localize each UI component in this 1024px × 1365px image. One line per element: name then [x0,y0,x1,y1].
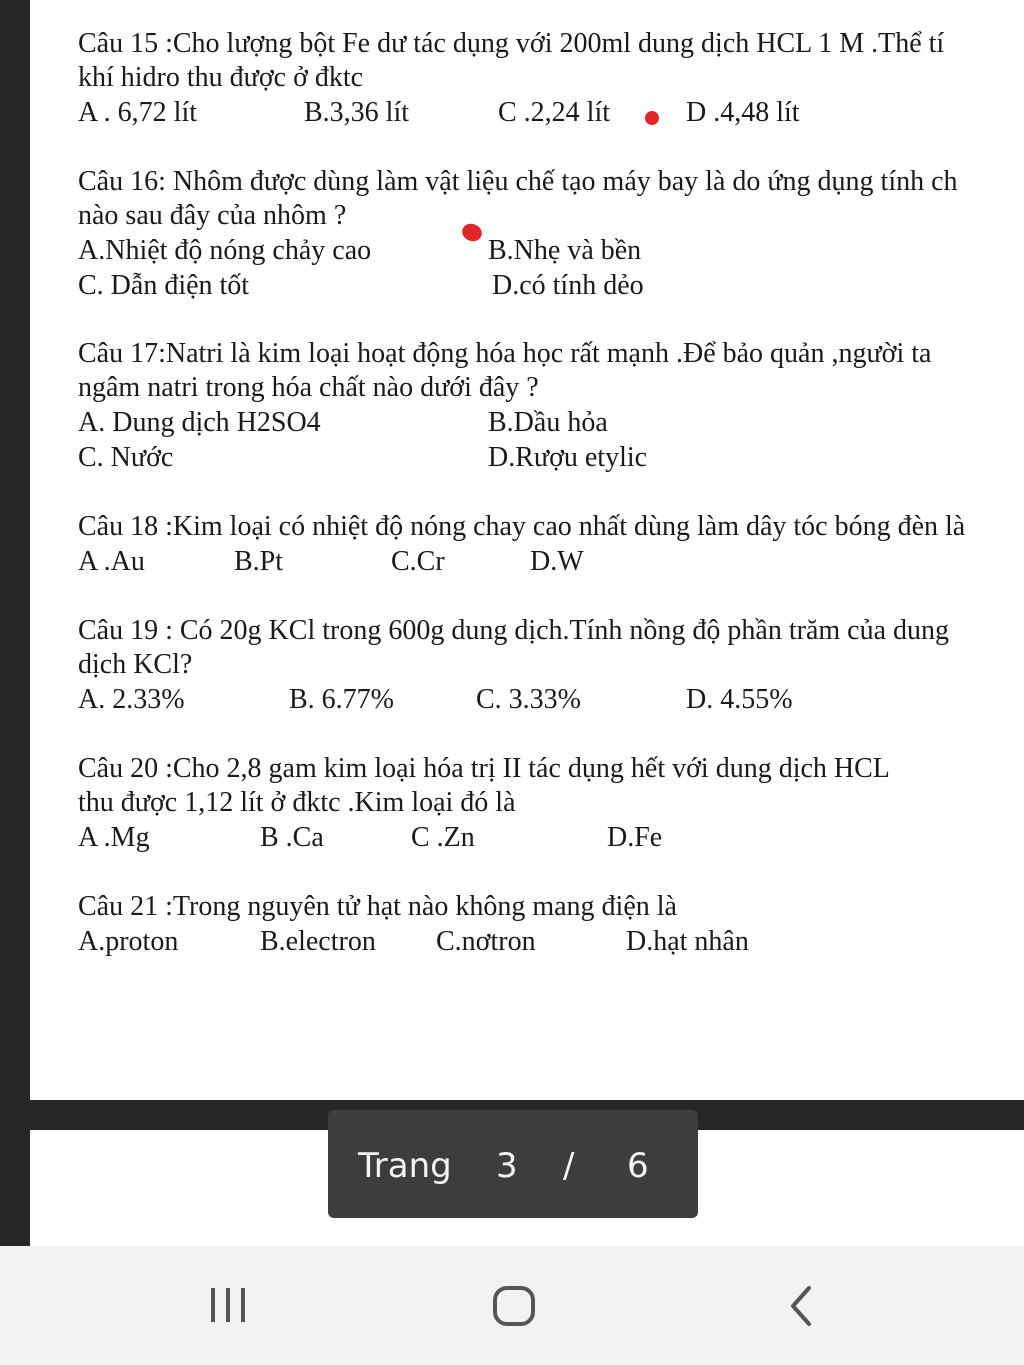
q15-option-b: B.3,36 lít [304,97,410,128]
question-19-line-2: dịch KCl? [78,649,193,680]
q15-option-c: C .2,24 lít [498,97,611,128]
document-page [30,0,1024,1100]
answer-marker-icon [460,221,485,244]
home-button[interactable] [484,1282,544,1330]
current-page-number: 3 [496,1146,518,1186]
total-pages-number: 6 [627,1146,649,1186]
q21-option-c: C.nơtron [436,926,536,957]
q15-option-d: D .4,48 lít [686,97,800,128]
q19-option-c: C. 3.33% [476,684,581,715]
q17-option-d: D.Rượu etylic [488,442,648,473]
question-16-line-2: nào sau đây của nhôm ? [78,200,347,231]
recent-apps-icon [196,1284,260,1328]
q16-option-a: A.Nhiệt độ nóng chảy cao [78,235,372,266]
q19-option-b: B. 6.77% [289,684,394,715]
page-separator: / [563,1146,575,1186]
answer-marker-icon [645,111,659,125]
q20-option-b: B .Ca [260,822,324,853]
q15-option-a: A . 6,72 lít [78,97,198,128]
system-navigation-bar [0,1246,1024,1365]
page-indicator-label: Trang [358,1146,452,1186]
question-17-line-2: ngâm natri trong hóa chất nào dưới đây ? [78,372,539,403]
back-button[interactable] [776,1282,826,1330]
q18-option-c: C.Cr [391,546,445,577]
q20-option-a: A .Mg [78,822,150,853]
q16-option-b: B.Nhẹ và bền [488,235,642,266]
q16-option-c: C. Dẫn điện tốt [78,270,250,301]
question-18-line-1: Câu 18 :Kim loại có nhiệt độ nóng chay cao nhất dùng làm dây tóc bóng đèn là [78,511,966,542]
q17-option-b: B.Dầu hỏa [488,407,608,438]
question-15-line-1: Câu 15 :Cho lượng bột Fe dư tác dụng với 200ml dung dịch HCL 1 M .Thể tí [78,28,945,59]
q19-option-d: D. 4.55% [686,684,793,715]
q21-option-b: B.electron [260,926,376,957]
question-21-line-1: Câu 21 :Trong nguyên tử hạt nào không mang điện là [78,891,677,922]
back-icon [776,1282,826,1330]
page-indicator [328,1110,698,1218]
recent-apps-button[interactable] [196,1284,260,1328]
q17-option-a: A. Dung dịch H2SO4 [78,407,321,438]
home-icon [484,1282,544,1330]
question-15-line-2: khí hidro thu được ở đktc [78,62,364,93]
question-20-line-1: Câu 20 :Cho 2,8 gam kim loại hóa trị II tác dụng hết với dung dịch HCL [78,753,890,784]
question-19-line-1: Câu 19 : Có 20g KCl trong 600g dung dịch.Tính nồng độ phần trăm của dung [78,615,950,646]
q16-option-d: D.có tính dẻo [492,270,644,301]
q17-option-c: C. Nước [78,442,174,473]
question-20-line-2: thu được 1,12 lít ở đktc .Kim loại đó là [78,787,516,818]
q21-option-d: D.hạt nhân [626,926,749,957]
q18-option-b: B.Pt [234,546,284,577]
q20-option-c: C .Zn [411,822,475,853]
question-16-line-1: Câu 16: Nhôm được dùng làm vật liệu chế tạo máy bay là do ứng dụng tính ch [78,166,958,197]
q20-option-d: D.Fe [607,822,663,853]
q19-option-a: A. 2.33% [78,684,185,715]
q21-option-a: A.proton [78,926,179,957]
q18-option-a: A .Au [78,546,145,577]
q18-option-d: D.W [530,546,584,577]
question-17-line-1: Câu 17:Natri là kim loại hoạt động hóa học rất mạnh .Để bảo quản ,người ta [78,338,932,369]
